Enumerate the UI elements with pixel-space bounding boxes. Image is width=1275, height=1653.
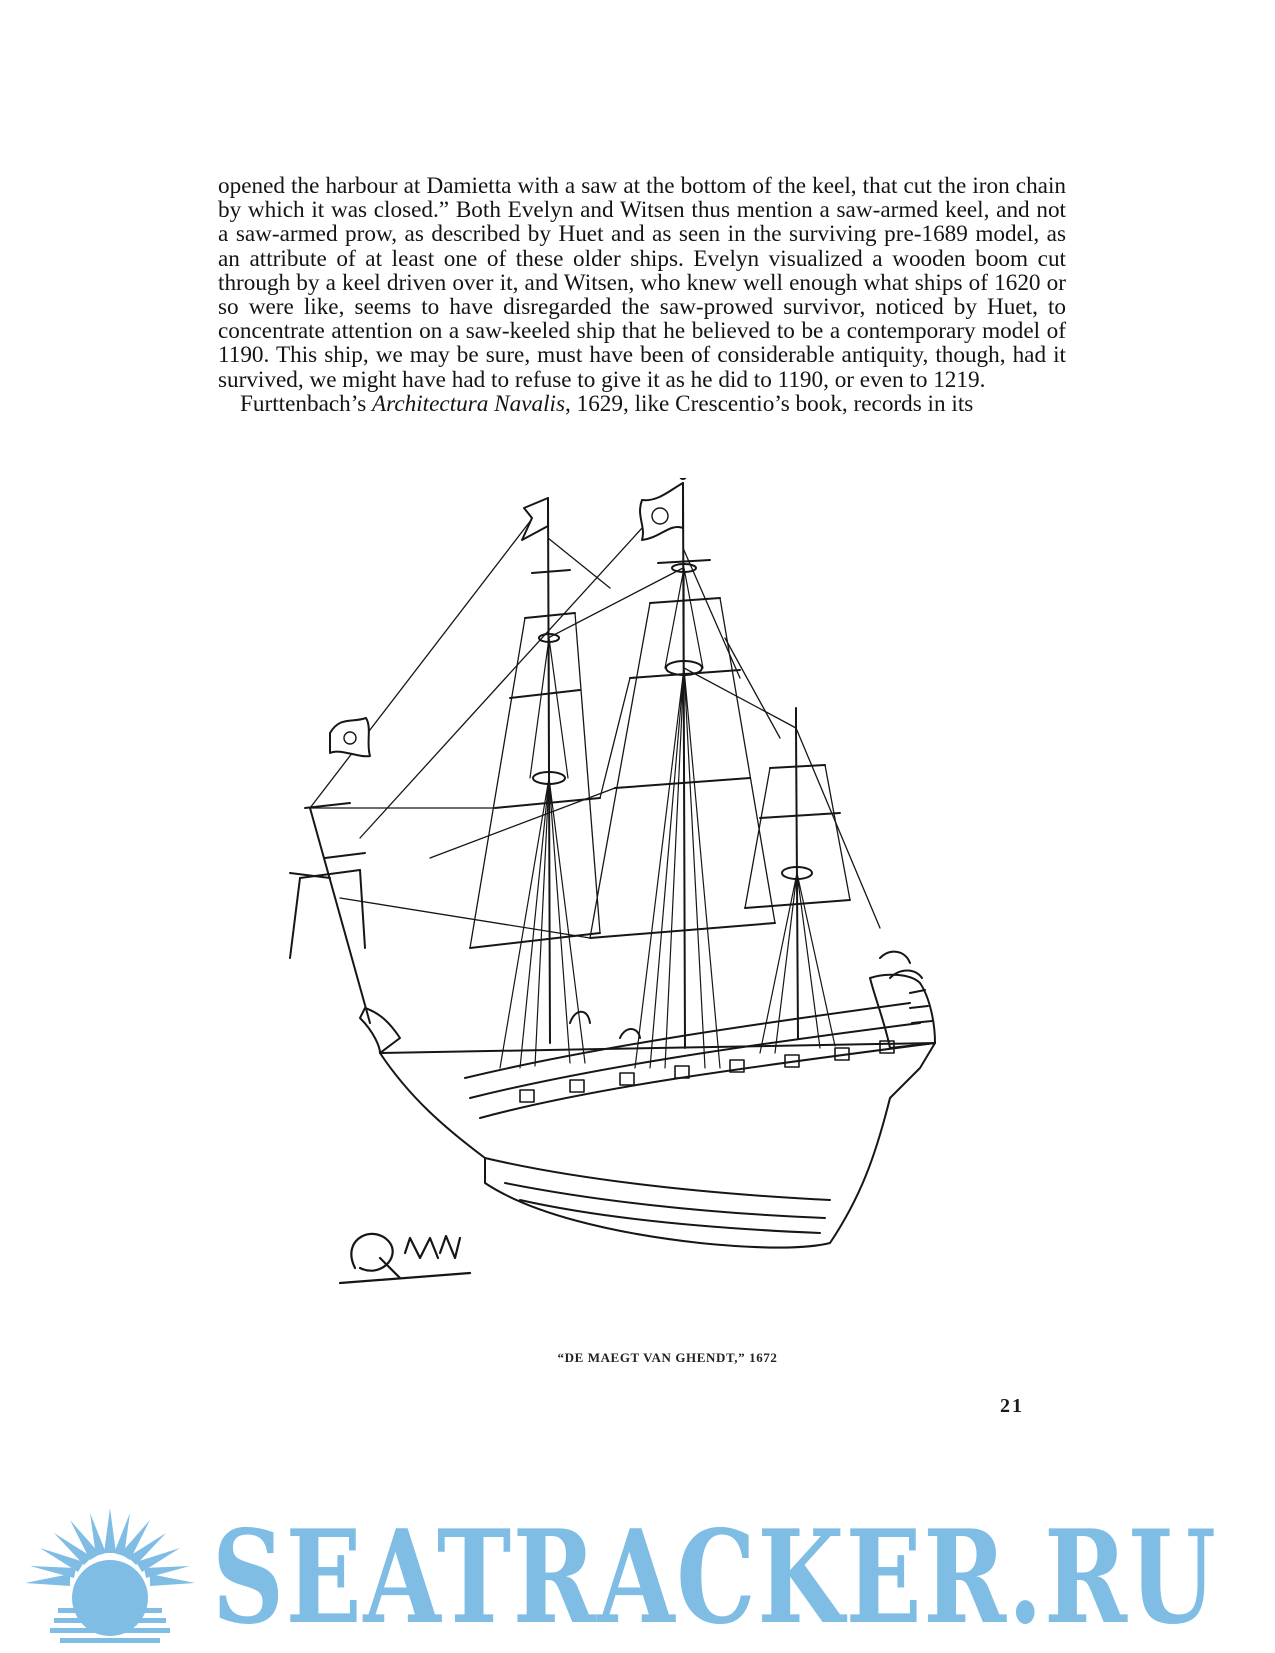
- body-text: [218, 174, 1066, 416]
- flag-bow: [330, 718, 370, 756]
- ship-illustration: [270, 478, 1010, 1338]
- paragraph-2-rest: , 1629, like Crescentio’s book, records in its: [565, 390, 974, 417]
- beakhead: [360, 1008, 400, 1053]
- watermark-sun-logo: [10, 1498, 210, 1648]
- paragraph-2-lead: Furttenbach’s: [240, 390, 373, 417]
- figure-caption: [0, 1350, 1275, 1366]
- page-number: 21: [1000, 1395, 1024, 1417]
- paragraph-1: opened the harbour at Damietta with a saw at the bottom of the keel, that cut the iron chain by which it was closed.” Both Evelyn and Witsen thus mention a saw-armed keel, and not a saw-armed prow, as described by Huet and as seen in the surviving pre-1689 model, as an attribute of at least one of these older ships. Evelyn visualized a wooden boom cut through by a keel driven over it, and Witsen, who knew well enough what ships of 1620 or so were like, seems to have disregarded the saw-prowed survivor, noticed by Huet, to concentrate attention on a saw-keeled ship that he believed to be a contemporary model of 1190. This ship, we may be sure, must have been of considerable antiquity, though, had it survived, we might have had to refuse to give it as he did to 1190, or even to 1219.: [218, 173, 1066, 393]
- flag-fore: [522, 498, 548, 540]
- bowsprit: [310, 808, 370, 1023]
- caption-text: “DE MAEGT VAN GHENDT,” 1672: [557, 1350, 778, 1365]
- flag-main: [640, 483, 683, 540]
- artist-monogram: [340, 1234, 470, 1283]
- paragraph-2: [218, 392, 1066, 416]
- watermark-text: SEATRACKER.RU: [212, 1503, 1218, 1653]
- hull: [380, 1043, 935, 1248]
- book-title: Architectura Navalis: [372, 390, 565, 417]
